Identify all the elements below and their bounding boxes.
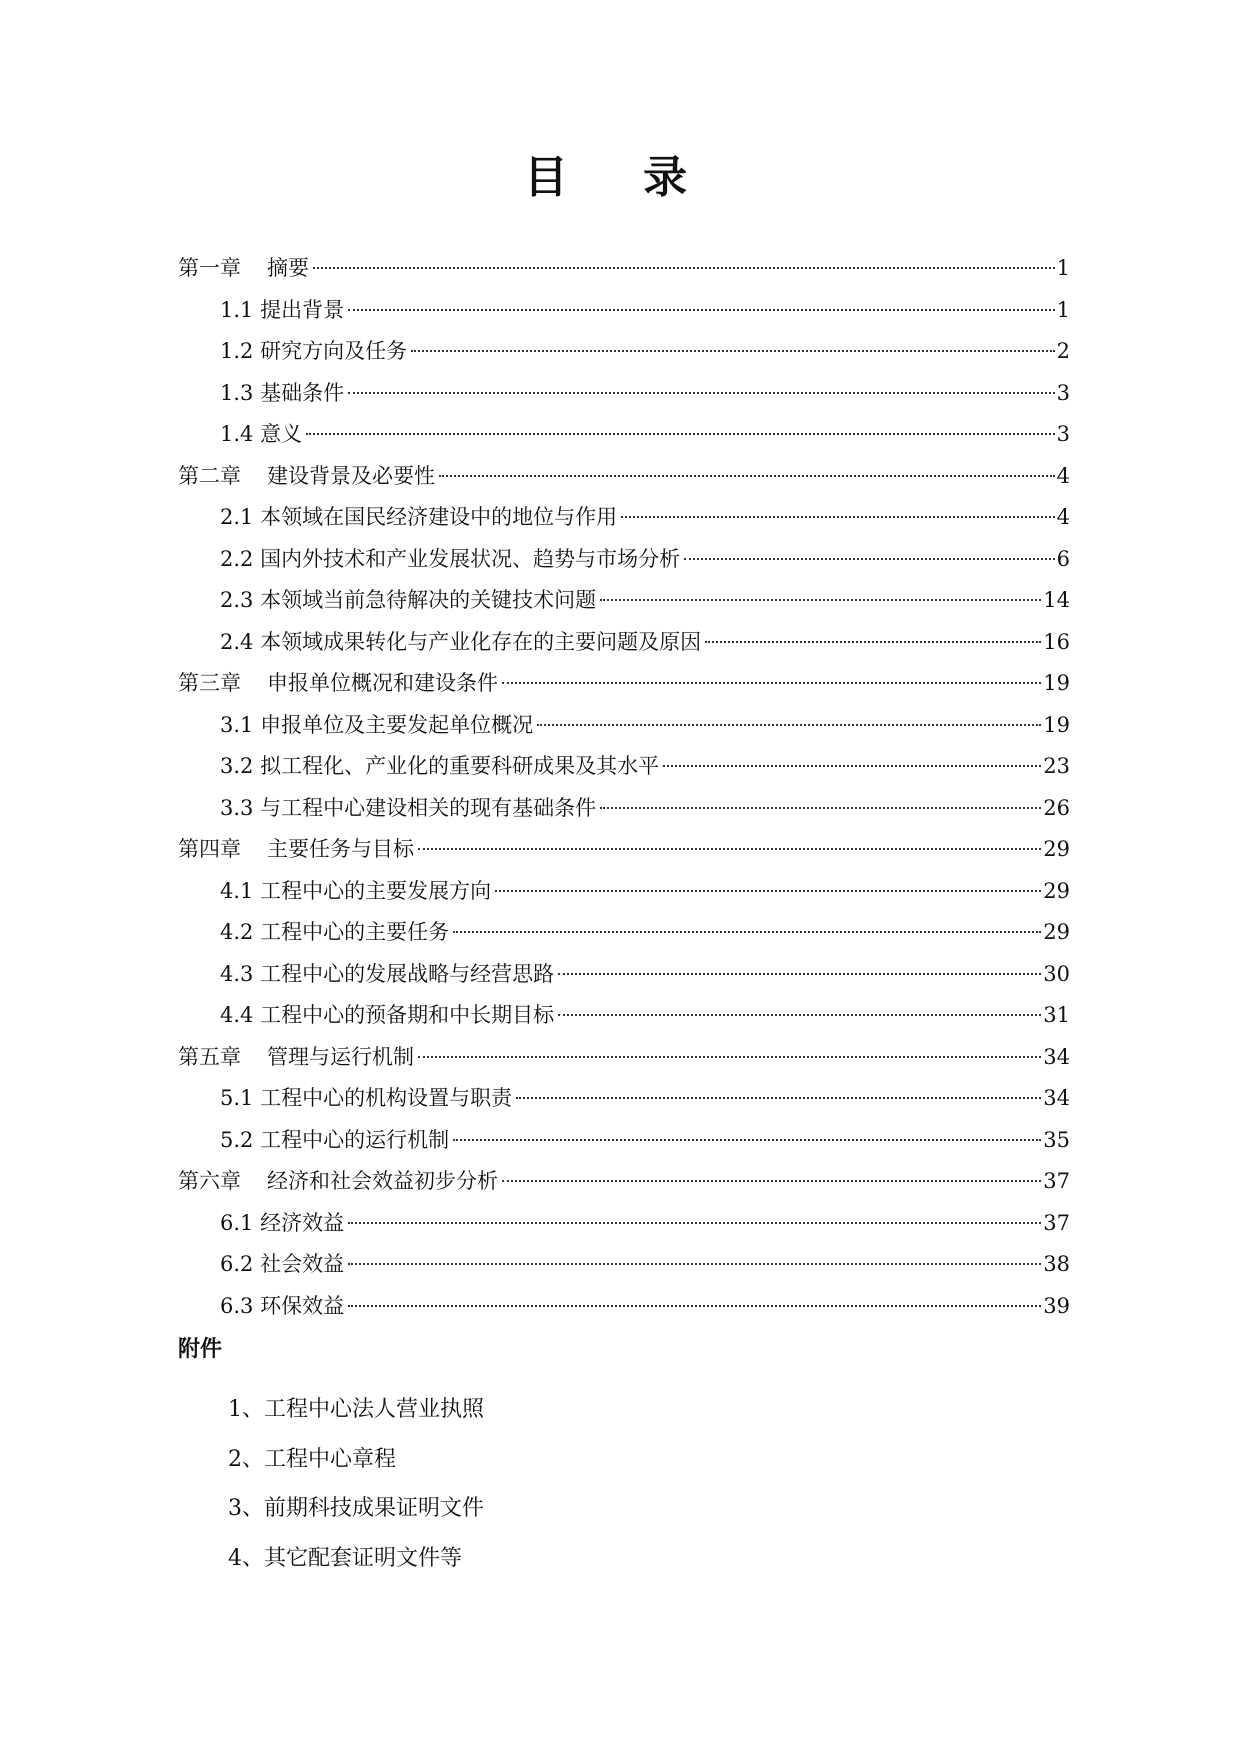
toc-entry-number: 1.4 [220,422,254,446]
toc-section-entry[interactable] [178,954,1070,996]
toc-entry-label [220,746,661,788]
toc-section-entry[interactable] [178,331,1070,373]
toc-dot-leader [558,1014,1041,1016]
toc-page-number: 14 [1043,588,1070,612]
toc-dot-leader [453,1139,1041,1141]
toc-entry-label [220,539,682,581]
toc-chapter-entry[interactable] [178,829,1070,871]
toc-dot-leader [516,1097,1041,1099]
toc-entry-text: 研究方向及任务 [260,339,408,363]
toc-entry-text: 本领域当前急待解决的关键技术问题 [260,588,597,612]
toc-section-entry[interactable] [178,539,1070,581]
toc-page-number: 26 [1043,795,1070,820]
toc-dot-leader [558,973,1041,975]
toc-entry-number: 2.1 [220,505,254,529]
toc-entry-text: 环保效益 [260,1293,345,1318]
toc-entry-number: 5.2 [220,1127,254,1152]
toc-section-entry[interactable] [178,1078,1070,1120]
toc-entry-text: 与工程中心建设相关的现有基础条件 [260,795,597,820]
toc-dot-leader [537,724,1041,726]
toc-dot-leader [502,1180,1041,1182]
toc-chapter-entry[interactable] [178,1161,1070,1203]
toc-section-entry[interactable] [178,705,1070,747]
toc-entry-label [220,331,409,373]
appendix-item: 3、前期科技成果证明文件 [228,1496,484,1521]
toc-dot-leader [411,350,1055,352]
toc-entry-number: 2.3 [220,588,254,612]
toc-page-number: 4 [1056,505,1070,529]
toc-entry-text: 工程中心的主要发展方向 [260,878,492,903]
toc-entry-number: 1.2 [220,339,254,363]
toc-entry-number: 第六章 [178,1169,241,1193]
toc-section-entry[interactable] [178,497,1070,539]
toc-dot-leader [705,641,1041,643]
toc-entry-text: 意义 [260,422,303,446]
appendix-item: 1、工程中心法人营业执照 [228,1397,484,1422]
toc-entry-text: 工程中心的预备期和中长期目标 [260,1003,555,1027]
toc-entry-number: 3.3 [220,795,254,820]
toc-dot-leader [348,392,1055,394]
toc-dot-leader [418,848,1041,850]
toc-entry-label [178,248,311,290]
toc-entry-label [178,1161,500,1203]
toc-entry-number: 第五章 [178,1044,241,1069]
toc-entry-text: 摘要 [267,256,309,280]
table-of-contents [178,248,1070,1327]
toc-page-number: 6 [1056,546,1070,571]
toc-entry-label [220,995,556,1037]
toc-entry-label [220,1244,346,1286]
toc-entry-number: 2.2 [220,546,254,571]
toc-section-entry[interactable] [178,1203,1070,1245]
toc-entry-number: 第四章 [178,837,241,861]
toc-entry-label [220,414,304,456]
toc-section-entry[interactable] [178,1244,1070,1286]
toc-section-entry[interactable] [178,995,1070,1037]
toc-entry-number: 1.3 [220,380,254,405]
toc-page-number: 19 [1043,671,1070,695]
toc-page-number: 1 [1056,256,1070,280]
toc-entry-label [220,954,556,996]
toc-entry-label [220,373,346,415]
toc-section-entry[interactable] [178,414,1070,456]
toc-page-number: 37 [1043,1210,1070,1235]
toc-chapter-entry[interactable] [178,1037,1070,1079]
toc-entry-text: 建设背景及必要性 [267,463,435,488]
toc-dot-leader [306,433,1055,435]
toc-section-entry[interactable] [178,788,1070,830]
toc-entry-label [220,788,598,830]
toc-page-number: 35 [1043,1127,1070,1152]
toc-entry-label [220,912,451,954]
toc-dot-leader [453,931,1041,933]
toc-entry-text: 基础条件 [260,380,345,405]
toc-page-number: 29 [1043,837,1070,861]
toc-entry-label [220,871,493,913]
toc-dot-leader [684,558,1055,560]
toc-dot-leader [348,1263,1041,1265]
toc-page-number: 29 [1043,878,1070,903]
toc-section-entry[interactable] [178,290,1070,332]
toc-entry-label [220,1120,451,1162]
toc-entry-text: 工程中心的主要任务 [260,920,450,944]
toc-entry-label [178,663,500,705]
toc-entry-number: 6.2 [220,1252,254,1276]
toc-entry-text: 管理与运行机制 [267,1044,414,1069]
toc-entry-label [220,1078,514,1120]
toc-entry-number: 5.1 [220,1086,254,1110]
toc-dot-leader [348,1222,1041,1224]
toc-entry-text: 经济效益 [260,1210,345,1235]
toc-page-number: 34 [1043,1086,1070,1110]
toc-entry-label [220,1203,346,1245]
toc-entry-text: 申报单位及主要发起单位概况 [260,712,534,737]
toc-page-number: 38 [1043,1252,1070,1276]
toc-entry-number: 4.4 [220,1003,254,1027]
toc-entry-text: 国内外技术和产业发展状况、趋势与市场分析 [260,546,681,571]
toc-entry-number: 3.1 [220,712,254,737]
toc-section-entry[interactable] [178,580,1070,622]
toc-dot-leader [600,599,1041,601]
toc-page-number: 29 [1043,920,1070,944]
toc-dot-leader [348,1305,1041,1307]
toc-entry-text: 拟工程化、产业化的重要科研成果及其水平 [260,754,660,778]
toc-entry-label [178,829,416,871]
toc-section-entry[interactable] [178,622,1070,664]
toc-page-number: 2 [1056,339,1070,363]
toc-entry-number: 6.1 [220,1210,254,1235]
toc-entry-label [220,1286,346,1328]
toc-entry-text: 主要任务与目标 [267,837,414,861]
toc-entry-number: 6.3 [220,1293,254,1318]
toc-entry-text: 本领域在国民经济建设中的地位与作用 [260,505,618,529]
toc-entry-label [220,497,619,539]
toc-dot-leader [621,516,1055,518]
toc-chapter-entry[interactable] [178,248,1070,290]
toc-entry-text: 本领域成果转化与产业化存在的主要问题及原因 [260,629,702,654]
toc-page-number: 3 [1056,422,1070,446]
toc-page-number: 30 [1043,961,1070,986]
toc-dot-leader [663,765,1041,767]
toc-page-number: 16 [1043,629,1070,654]
toc-entry-label [220,290,346,332]
toc-entry-text: 工程中心的运行机制 [260,1127,450,1152]
toc-section-entry[interactable] [178,746,1070,788]
toc-entry-number: 3.2 [220,754,254,778]
toc-dot-leader [313,267,1055,269]
toc-entry-label [220,622,703,664]
toc-entry-label [178,1037,416,1079]
toc-section-entry[interactable] [178,1286,1070,1328]
toc-section-entry[interactable] [178,871,1070,913]
toc-page-number: 23 [1043,754,1070,778]
appendix-heading: 附件 [178,1337,223,1362]
toc-entry-label [178,456,437,498]
toc-dot-leader [439,475,1055,477]
toc-entry-number: 1.1 [220,297,254,322]
appendix-list [228,1385,484,1583]
toc-entry-text: 工程中心的发展战略与经营思路 [260,961,555,986]
toc-entry-number: 第二章 [178,463,241,488]
toc-dot-leader [348,309,1055,311]
toc-entry-number: 2.4 [220,629,254,654]
toc-dot-leader [600,807,1041,809]
toc-entry-text: 申报单位概况和建设条件 [267,671,498,695]
appendix-item: 2、工程中心章程 [228,1446,396,1472]
page-title: 目 录 [523,152,718,203]
toc-dot-leader [418,1056,1041,1058]
toc-entry-text: 提出背景 [260,297,345,322]
appendix-item: 4、其它配套证明文件等 [228,1545,462,1571]
toc-chapter-entry[interactable] [178,456,1070,498]
toc-page-number: 19 [1043,712,1070,737]
toc-entry-number: 第一章 [178,256,241,280]
toc-entry-number: 4.2 [220,920,254,944]
toc-page-number: 3 [1056,380,1070,405]
toc-entry-label [220,705,535,747]
toc-page-number: 37 [1043,1169,1070,1193]
toc-entry-number: 4.3 [220,961,254,986]
toc-entry-text: 工程中心的机构设置与职责 [260,1086,513,1110]
toc-page-number: 4 [1056,463,1070,488]
toc-page-number: 39 [1043,1293,1070,1318]
toc-page-number: 34 [1043,1044,1070,1069]
toc-chapter-entry[interactable] [178,663,1070,705]
toc-entry-text: 社会效益 [260,1252,345,1276]
toc-dot-leader [495,890,1041,892]
toc-entry-number: 4.1 [220,878,254,903]
toc-entry-label [220,580,598,622]
toc-section-entry[interactable] [178,1120,1070,1162]
toc-page-number: 1 [1056,297,1070,322]
toc-section-entry[interactable] [178,912,1070,954]
toc-entry-number: 第三章 [178,671,241,695]
toc-page-number: 31 [1043,1003,1070,1027]
toc-dot-leader [502,682,1041,684]
toc-entry-text: 经济和社会效益初步分析 [267,1169,498,1193]
toc-section-entry[interactable] [178,373,1070,415]
